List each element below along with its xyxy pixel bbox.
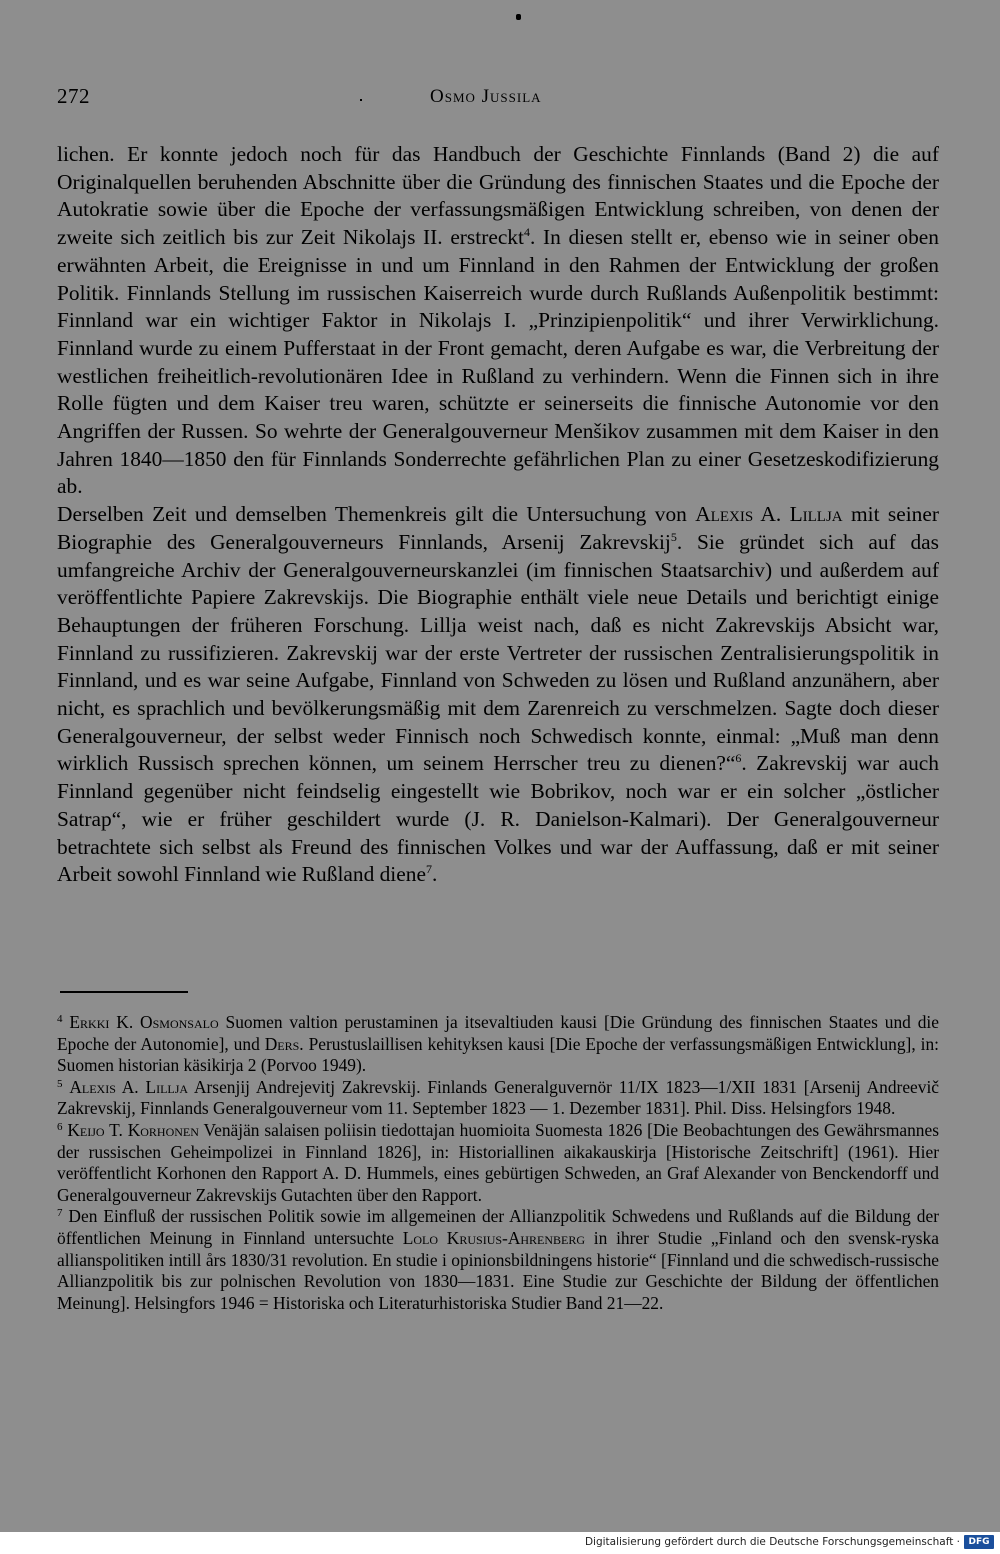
funding-credit: Digitalisierung gefördert durch die Deutsche Forschungsgemeinschaft · bbox=[584, 1536, 960, 1548]
author-name: Erkki K. Osmonsalo bbox=[69, 1012, 219, 1032]
author-name: Ders. bbox=[264, 1033, 304, 1054]
footnote-divider bbox=[60, 991, 188, 993]
text-run: . Sie gründet sich auf das umfangreiche Archiv der Generalgouverneurskanzlei (im finnischen Staatsarchiv) und außerdem auf veröffentlichte Papiere Zakrevskijs. Die Biographie enthält viele neue Details und berichtigt einige Behauptungen der früheren Forschung. Lillja weist nach, daß es nicht Zakrevskijs Absicht war, Finnland zu russifizieren. Zakrevskij war der erste Vertreter der russischen Zentralisierungspolitik in Finnland, und es war seine Aufgabe, Finnland von Schweden zu lösen und Rußland anzunähern, aber nicht, es sprachlich und bevölkerungsmäßig mit dem Zarenreich zu verschmelzen. Sagte doch dieser Generalgouverneur, der selbst weder Finnisch noch Schwedisch konnte, einmal: „Muß man denn wirklich Russisch sprechen können, um seinem Herrscher treu zu dienen?“ bbox=[57, 529, 940, 776]
footnotes bbox=[57, 1012, 939, 1314]
footnote-ref: 7 bbox=[425, 862, 432, 877]
text-run: . Zakrevskij war auch Finnland gegenüber nicht feindselig eingestellt wie Bobrikov, noch war er ein solcher „östlicher Satrap“, wie er früher geschildert wurde (J. R. Danielson-Kalmari). Der Generalgouverneur betrachtete sich selbst als Freund des finnischen Volkes und war der Auffassung, daß er mit seiner Arbeit sowohl Finnland wie Rußland diene bbox=[57, 751, 939, 887]
footnote-ref: 5 bbox=[670, 529, 677, 544]
footnote-mark: 6 bbox=[57, 1120, 63, 1133]
footnote bbox=[57, 1012, 939, 1077]
text-run: lichen. Er konnte jedoch noch für das Handbuch der Geschichte Finnlands (Band 2) die auf Originalquellen beruhenden Abschnitte über die Gründung des finnischen Staates und die Epoche der Autokratie sowie über die Epoche der verfassungsmäßigen Entwicklung schreiben, von denen der zweite sich zeitlich bis zur Zeit Nikolajs II. erstreckt bbox=[57, 142, 939, 250]
page-number: 272 bbox=[57, 84, 90, 108]
footnote-mark: 5 bbox=[57, 1077, 63, 1090]
footnote bbox=[57, 1206, 939, 1314]
author-name: Alexis A. Lillja bbox=[695, 502, 843, 527]
paragraph bbox=[57, 501, 939, 889]
running-head: Osmo Jussila bbox=[430, 86, 542, 107]
text-run: Suomen valtion perustaminen ja itsevaltiuden kausi [Die Gründung des finnischen Staates und die Epoche der Autonomie], und bbox=[57, 1012, 939, 1054]
credit-bar bbox=[0, 1532, 1000, 1554]
scan-speck bbox=[516, 14, 521, 20]
author-name: Alexis A. Lillja bbox=[69, 1076, 189, 1097]
footnote-mark: 4 bbox=[57, 1013, 63, 1025]
text-run: mit seiner Biographie des Generalgouverneurs Finnlands, Arsenij Zakrevskij bbox=[57, 502, 939, 554]
footnote-mark: 7 bbox=[57, 1207, 63, 1220]
footnote-ref: 4 bbox=[523, 225, 530, 240]
text-run: in ihrer Studie „Finland och den svensk-ryska allianspolitiken intill års 1830/31 revolution. En studie i opinionsbildningens historie“ [Finnland und die schwedisch-russische Allianzpolitik bis zur polnischen Revolution von 1830—1831. Eine Studie zur Geschichte der Bildung der öffentlichen Meinung]. Helsingfors 1946 = Historiska och Literaturhistoriska Studier Band 21—22. bbox=[57, 1227, 939, 1313]
dfg-logo-icon: DFG bbox=[964, 1535, 994, 1549]
footnote bbox=[57, 1120, 939, 1206]
paragraph bbox=[57, 141, 939, 501]
text-run: Venäjän salaisen poliisin tiedottajan huomioita Suomesta 1826 [Die Beobachtungen des Gewährsmannes der russischen Geheimpolizei in Finnland 1826], in: Historiallinen aikakauskirja [Historische Zeitschrift] (1961). Hier veröffentlicht Korhonen den Rapport A. D. Hummels, eines gebürtigen Schweden, an Graf Alexander von Benckendorff und Generalgouverneur Zakrevskijs Gutachten über den Rapport. bbox=[57, 1119, 939, 1205]
text-run: Den Einfluß der russischen Politik sowie im allgemeinen der Allianzpolitik Schwedens und Rußlands auf die Bildung der öffentlichen Meinung in Finnland untersuchte bbox=[57, 1206, 939, 1248]
scan-speck bbox=[360, 99, 362, 101]
text-run: Perustuslaillisen kehityksen kausi [Die Epoche der verfassungsmäßigen Entwicklung], in: Suomen historian käsikirja 2 (Porvoo 1949). bbox=[57, 1033, 939, 1076]
text-run: Derselben Zeit und demselben Themenkreis gilt die Untersuchung von bbox=[57, 502, 696, 527]
body-text bbox=[57, 141, 939, 889]
text-run: . bbox=[431, 862, 438, 887]
footnote-ref: 6 bbox=[735, 751, 742, 766]
footnote bbox=[57, 1077, 939, 1120]
author-name: Keijo T. Korhonen bbox=[67, 1119, 199, 1140]
text-run: Arsenjij Andrejevitj Zakrevskij. Finlands Generalguvernör 11/IX 1823—1/XII 1831 [Arsenij Andreevič Zakrevskij, Finnlands Generalgouverneur vom 11. September 1823 — 1. Dezember 1831]. Phil. Diss. Helsingfors 1948. bbox=[57, 1076, 940, 1119]
text-run: . In diesen stellt er, ebenso wie in seiner oben erwähnten Arbeit, die Ereignisse in und um Finnland in den Rahmen der Entwicklung der großen Politik. Finnlands Stellung im russischen Kaiserreich wurde durch Rußlands Außenpolitik bestimmt: Finnland war ein wichtiger Faktor in Nikolajs I. „Prinzipienpolitik“ und ihrer Verwirklichung. Finnland wurde zu einem Pufferstaat in der Front gemacht, deren Aufgabe es war, die Verbreitung der westlichen freiheitlich-revolutionären Idee in Rußland zu verhindern. Wenn die Finnen sich in ihre Rolle fügten und dem Kaiser treu waren, schützte er seinerseits die finnische Autonomie vor den Angriffen der Russen. So wehrte der Generalgouverneur Menšikov zusammen mit dem Kaiser in den Jahren 1840—1850 den für Finnlands Sonderrechte gefährlichen Plan zu einer Gesetzeskodifizierung ab. bbox=[57, 225, 939, 499]
author-name: Lolo Krusius-Ahrenberg bbox=[402, 1227, 586, 1248]
